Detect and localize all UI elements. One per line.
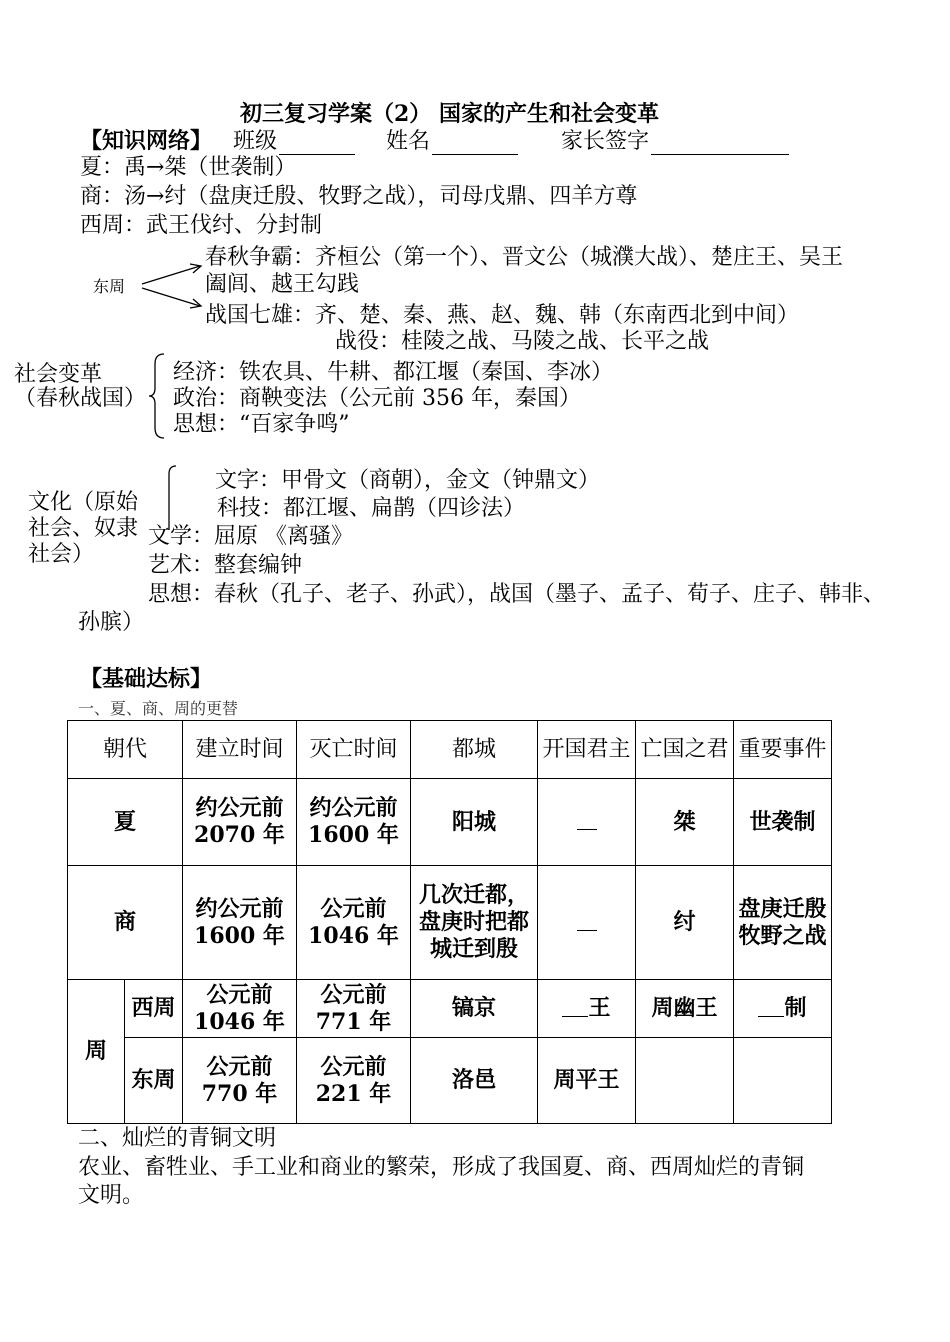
net-wenzi: 文字：甲骨文（商朝），金文（钟鼎文）: [215, 468, 601, 493]
cell-xizhou-last-ruler: 周幽王: [636, 980, 734, 1038]
cell-xizhou-capital: 镐京: [411, 980, 538, 1038]
cell-dongzhou-events: [734, 1038, 832, 1124]
table-row-dongzhou: [68, 1038, 832, 1124]
parent-sign-field[interactable]: [651, 132, 789, 155]
brace-culture: [160, 464, 180, 532]
para-bronze-1: 农业、畜牲业、手工业和商业的繁荣，形成了我国夏、商、西周灿烂的青铜: [78, 1155, 805, 1180]
cell-xia-capital: 阳城: [411, 779, 538, 866]
header-line: [80, 128, 789, 155]
table-row-xizhou: [68, 980, 832, 1038]
net-xia: 夏：禹→桀（世袭制）: [80, 155, 297, 180]
cell-shang-events: 盘庚迁殷 牧野之战: [734, 866, 832, 980]
sub-heading-2: 二、灿烂的青铜文明: [78, 1126, 277, 1151]
table-header-row: [68, 721, 832, 779]
cell-dongzhou-founder: 周平王: [538, 1038, 636, 1124]
cell-xizhou-founder[interactable]: 王: [538, 980, 636, 1038]
net-wenhua-1: 文化（原始: [28, 490, 139, 515]
fill-blank[interactable]: [562, 1002, 588, 1017]
page-title: 初三复习学案（2） 国家的产生和社会变革: [240, 101, 659, 127]
name-field[interactable]: [432, 132, 518, 155]
sub-heading-1: 一、夏、商、周的更替: [78, 699, 239, 718]
net-bian-1: 社会变革: [14, 362, 103, 387]
net-sx-2: 孙膑）: [78, 610, 145, 635]
cell-shang-last-ruler: 纣: [636, 866, 734, 980]
dynasty-table: [67, 720, 832, 1124]
cell-zhou-name: 周: [68, 980, 125, 1124]
table-row-xia: [68, 779, 832, 866]
net-dongzhou: 东周: [93, 277, 126, 296]
net-chunqiu-2: 阖闾、越王勾践: [205, 272, 360, 297]
th-dynasty: 朝代: [68, 721, 183, 779]
th-fallen: 灭亡时间: [297, 721, 411, 779]
cell-xia-fallen: 约公元前 1600 年: [297, 779, 411, 866]
name-label: 姓名: [386, 129, 431, 154]
net-zhengzhi: 政治：商鞅变法（公元前 356 年，秦国）: [173, 386, 581, 411]
cell-xizhou-fallen: 公元前 771 年: [297, 980, 411, 1038]
cell-dongzhou-last-ruler: [636, 1038, 734, 1124]
cell-dongzhou-capital: 洛邑: [411, 1038, 538, 1124]
cell-dongzhou-name: 东周: [125, 1038, 183, 1124]
th-founded: 建立时间: [183, 721, 297, 779]
cell-xizhou-name: 西周: [125, 980, 183, 1038]
cell-shang-founder-blank[interactable]: [538, 866, 636, 980]
section-knowledge-network: 【知识网络】: [80, 128, 213, 154]
net-wenxue: 文学：屈原 《离骚》: [148, 524, 353, 549]
fill-blank[interactable]: [577, 815, 597, 830]
net-keji: 科技：都江堰、扁鹊（四诊法）: [217, 496, 526, 521]
brace-social-change: [146, 352, 168, 440]
net-shang: 商：汤→纣（盘庚迁殷、牧野之战），司母戊鼎、四羊方尊: [80, 184, 638, 209]
cell-shang-name: 商: [68, 866, 183, 980]
cell-xia-founder-blank[interactable]: [538, 779, 636, 866]
cell-xia-name: 夏: [68, 779, 183, 866]
table-row-shang: [68, 866, 832, 980]
net-yishu: 艺术：整套编钟: [148, 553, 303, 578]
net-zhanguo: 战国七雄：齐、楚、秦、燕、赵、魏、韩（东南西北到中间）: [205, 303, 800, 328]
fill-blank[interactable]: [758, 1002, 784, 1017]
net-sixiang: 思想：“百家争鸣”: [173, 412, 350, 437]
class-field[interactable]: [279, 132, 355, 155]
net-zhanyi: 战役：桂陵之战、马陵之战、长平之战: [335, 329, 710, 354]
cell-shang-capital: 几次迁都，盘庚时把都城迁到殷: [411, 866, 538, 980]
net-wenhua-3: 社会）: [28, 542, 95, 567]
fill-blank[interactable]: [577, 916, 597, 931]
net-jingji: 经济：铁农具、牛耕、都江堰（秦国、李冰）: [173, 360, 614, 385]
th-events: 重要事件: [734, 721, 832, 779]
cell-xizhou-founded: 公元前 1046 年: [183, 980, 297, 1038]
cell-xia-last-ruler: 桀: [636, 779, 734, 866]
cell-xia-events: 世袭制: [734, 779, 832, 866]
cell-dongzhou-founded: 公元前 770 年: [183, 1038, 297, 1124]
cell-xizhou-events[interactable]: 制: [734, 980, 832, 1038]
cell-shang-fallen: 公元前 1046 年: [297, 866, 411, 980]
cell-shang-founded: 约公元前 1600 年: [183, 866, 297, 980]
net-bian-2: （春秋战国）: [14, 386, 147, 411]
net-sx-1: 思想：春秋（孔子、老子、孙武），战国（墨子、孟子、荀子、庄子、韩非、: [148, 582, 886, 607]
para-bronze-2: 文明。: [78, 1183, 145, 1208]
section-basics: 【基础达标】: [80, 666, 213, 692]
cell-xia-founded: 约公元前 2070 年: [183, 779, 297, 866]
class-label: 班级: [233, 129, 278, 154]
th-founder: 开国君主: [538, 721, 636, 779]
cell-dongzhou-fallen: 公元前 221 年: [297, 1038, 411, 1124]
net-xizhou: 西周：武王伐纣、分封制: [80, 213, 323, 238]
net-chunqiu-1: 春秋争霸：齐桓公（第一个）、晋文公（城濮大战）、楚庄王、吴王: [205, 245, 844, 270]
parent-sign-label: 家长签字: [561, 129, 650, 154]
th-last-ruler: 亡国之君: [636, 721, 734, 779]
net-wenhua-2: 社会、奴隶: [28, 516, 139, 541]
th-capital: 都城: [411, 721, 538, 779]
branch-arrows: [138, 258, 208, 314]
